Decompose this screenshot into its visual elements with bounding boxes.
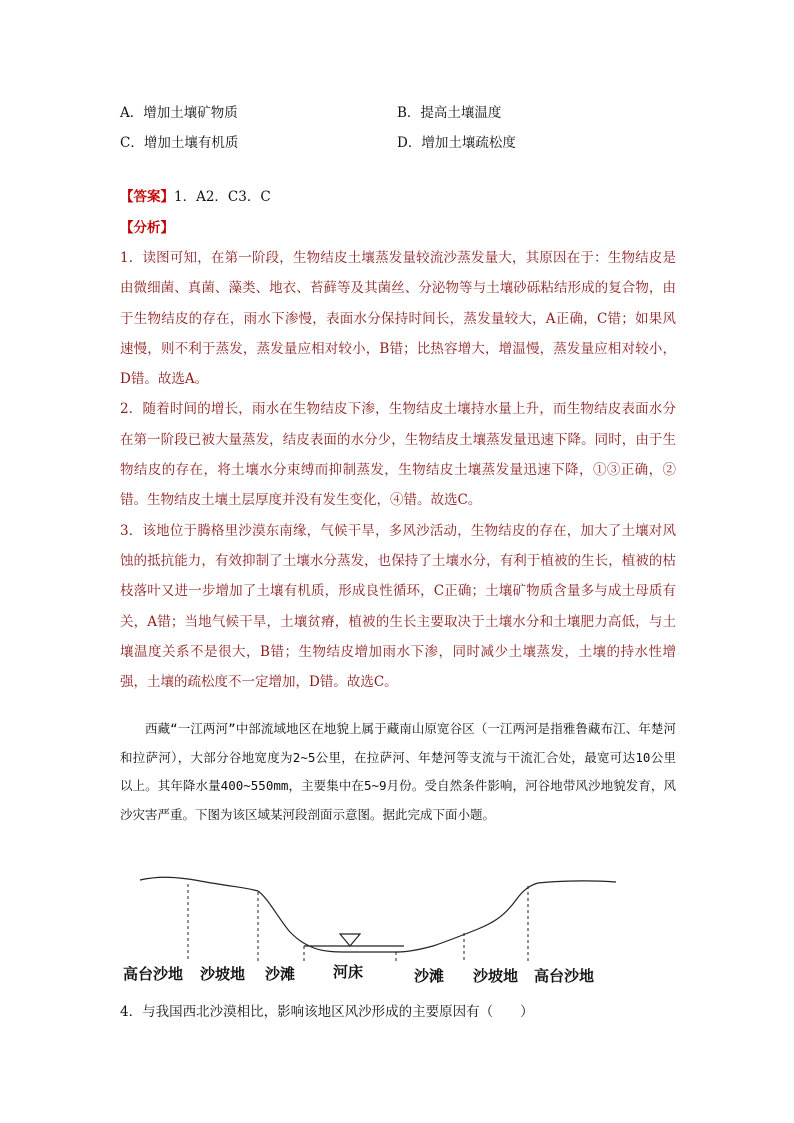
option-b: B．提高土壤温度: [397, 105, 502, 121]
passage-text: 西藏“一江两河”中部流域地区在地貌上属于藏南山原宽谷区（一江两河是指雅鲁藏布江、年楚河和拉萨河），大部分谷地宽度为2~5公里，在拉萨河、年楚河等支流与干流汇合处，最宽可达10公里以上。其年降水量400~550mm，主要集中在5~9月份。受自然条件影响，河谷地带风沙地貌发育，风沙灾害严重。下图为该区域某河段剖面示意图。据此完成下面小题。: [120, 721, 676, 822]
label-high-platform-right: 高台沙地: [534, 967, 595, 985]
explanation-2: 2．随着时间的增长，雨水在生物结皮下渗，生物结皮土壤持水量上升，而生物结皮表面水分在第一阶段已被大量蒸发，结皮表面的水分少，生物结皮土壤蒸发量迅速下降。同时，由于生物结皮的存在，将土壤水分束缚而抑制蒸发，生物结皮土壤蒸发量迅速下降，①③正确，②错。生物结皮土壤土层厚度并没有发生变化，④错。故选C。: [120, 401, 676, 509]
explanation-block: [120, 243, 676, 697]
terrain-profile-line: [140, 877, 616, 952]
river-profile-diagram: [118, 868, 618, 993]
reading-passage: [120, 715, 676, 829]
label-sandbank-right: 沙滩: [414, 967, 445, 985]
label-sand-slope-right: 沙坡地: [473, 967, 519, 985]
water-level-symbol: [340, 934, 360, 946]
answer-line: [120, 185, 271, 205]
analysis-tag: 【分析】: [120, 220, 174, 236]
option-a: A．增加土壤矿物质: [120, 105, 238, 121]
answer-text: 1．A2．C3．C: [174, 189, 271, 205]
label-sand-slope-left: 沙坡地: [200, 965, 246, 983]
label-high-platform-left: 高台沙地: [123, 965, 184, 983]
explanation-3: 3．该地位于腾格里沙漠东南缘，气候干旱，多风沙活动，生物结皮的存在，加大了土壤对风蚀的抵抗能力，有效抑制了土壤水分蒸发，也保持了土壤水分，有利于植被的生长，植被的枯枝落叶又进一步增加了土壤有机质，形成良性循环，C正确；土壤矿物质含量多与成土母质有关，A错；当地气候干旱，土壤贫瘠，植被的生长主要取决于土壤水分和土壤肥力高低，与土壤温度关系不是很大，B错；生物结皮增加雨水下渗，同时减少土壤蒸发，土壤的持水性增强，土壤的疏松度不一定增加，D错。故选C。: [120, 522, 676, 691]
explanation-1: 1．读图可知，在第一阶段，生物结皮土壤蒸发量较流沙蒸发量大，其原因在于：生物结皮是由微细菌、真菌、藻类、地衣、苔藓等及其菌丝、分泌物等与土壤砂砾粘结形成的复合物，由于生物结皮的存在，雨水下渗慢，表面水分保持时间长，蒸发量较大，A正确，C错；如果风速慢，则不利于蒸发，蒸发量应相对较小，B错；比热容增大，增温慢，蒸发量应相对较小，D错。故选A。: [120, 250, 676, 388]
option-c: C．增加土壤有机质: [120, 135, 239, 151]
label-sandbank-left: 沙滩: [265, 965, 296, 983]
answer-tag: 【答案】: [120, 189, 174, 205]
label-riverbed: 河床: [333, 963, 364, 981]
option-d: D．增加土壤疏松度: [397, 135, 516, 151]
question-4: 4．与我国西北沙漠相比，影响该地区风沙形成的主要原因有（ ）: [120, 1004, 534, 1020]
